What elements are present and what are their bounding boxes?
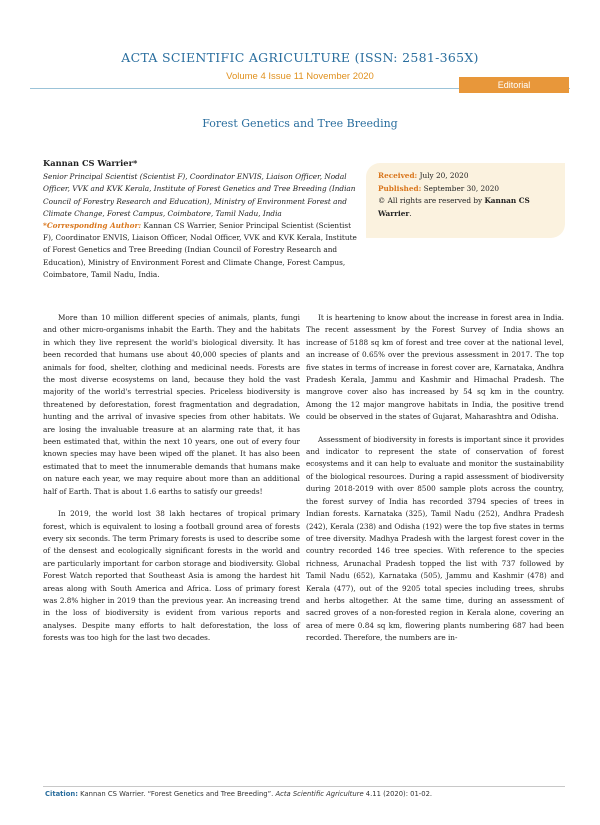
citation-label: Citation: bbox=[45, 790, 78, 798]
citation-text: Kannan CS Warrier. “Forest Genetics and Tree Breeding”. bbox=[77, 790, 276, 798]
dates-box bbox=[366, 163, 565, 238]
copyright-holder: Kannan CS Warrier bbox=[378, 196, 530, 218]
corresponding-label: *Corresponding Author: bbox=[43, 221, 142, 231]
received-label: Received: bbox=[378, 171, 418, 180]
copyright-prefix: © All rights are reserved by bbox=[378, 196, 485, 205]
body-left-column bbox=[43, 312, 300, 655]
published-label: Published: bbox=[378, 183, 422, 193]
copyright-suffix: . bbox=[409, 208, 412, 218]
author-name: Kannan CS Warrier* bbox=[43, 158, 138, 168]
body-paragraph: Assessment of biodiversity in forests is important since it provides and indicator to represent the state of conservation of forest ecosystems and it can help to evaluate and monitor the sustainability of the biological resources. During a rapid assessment of biodiversity during 2018-2019 with over 8500 sample plots across the country, the forest survey of India has recorded 3794 species of trees in Indian forests. Karnataka (325), Tamil Nadu (252), Andhra Pradesh (242), Kerala (238) and Odisha (192) were the top five states in terms of tree diversity. Madhya Pradesh with the largest forest cover in the country recorded 146 tree species. With reference to the species richness, Arunachal Pradesh topped the list with 737 followed by Tamil Nadu (652), Karnataka (505), Jammu and Kashmir (478) and Kerala (477), out of the 9205 total species including trees, shrubs and herbs altogether. At the same time, during an assessment of sacred groves of a non-forested region in Kerala alone, covering an area of mere 0.84 sq km, flowering plants numbering 687 had been recorded. Therefore, the numbers are in- bbox=[306, 434, 564, 643]
corresponding-text: Kannan CS Warrier, Senior Principal Scientist (Scientist F), Coordinator ENVIS, Liaison Officer, Nodal Officer, VVK and KVK Kerala, Institute of Forest Genetics and Tree Breeding (Indian Council of Forestry Research and Education), Ministry of Environment Forest and Climate Change, Forest Campus, Coimbatore, Tamil Nadu, India. bbox=[43, 221, 357, 279]
received-date bbox=[378, 170, 565, 183]
journal-title: ACTA SCIENTIFIC AGRICULTURE (ISSN: 2581-365X) bbox=[121, 50, 479, 65]
citation bbox=[45, 790, 565, 798]
corresponding-author bbox=[43, 220, 359, 281]
received-value: July 20, 2020 bbox=[417, 171, 469, 180]
published-date bbox=[378, 183, 565, 196]
footer-divider bbox=[43, 786, 565, 787]
article-title: Forest Genetics and Tree Breeding bbox=[202, 117, 398, 130]
citation-rest: 4.11 (2020): 01-02. bbox=[363, 790, 433, 798]
issue-info: Volume 4 Issue 11 November 2020 bbox=[226, 71, 374, 82]
body-paragraph: It is heartening to know about the increase in forest area in India. The recent assessment by the Forest Survey of India shows an increase of 5188 sq km of forest and tree cover at the national level, an increase of 0.65% over the previous assessment in 2017. The top five states in terms of increase in forest cover are, Karnataka, Andhra Pradesh Kerala, Jammu and Kashmir and Himachal Pradesh. The mangrove cover also has increased by 54 sq km in the country. Among the 12 major mangrove habitats in India, the positive trend could be observed in the states of Gujarat, Maharashtra and Odisha. bbox=[306, 313, 564, 422]
published-value: September 30, 2020 bbox=[421, 183, 500, 193]
article-type-badge: Editorial bbox=[459, 77, 569, 93]
body-paragraph: More than 10 million different species of animals, plants, fungi and other micro-organisms inhabit the Earth. They and the habitats in which they live represent the world's biological diversity. It has been recorded that humans use about 40,000 species of plants and animals for food, shelter, clothing and medicinal needs. Forests are the most diverse ecosystems on land, because they hold the vast majority of the world's terrestrial species. Priceless biodiversity is threatened by deforestation, forest fragmentation and degradation, hunting and the arrival of invasive species from other habitats. We are losing the invaluable treasure at an alarming rate that, it has been estimated that, within the next 10 years, one out of every four known species may have been wiped off the planet. It has also been estimated that to meet the innumerable demands that humans make on nature each year, we may require about more than an additional half of Earth. That is about 1.6 earths to satisfy our greeds! bbox=[43, 313, 300, 496]
body-paragraph: In 2019, the world lost 38 lakh hectares of tropical primary forest, which is equivalent to losing a football ground area of forests every six seconds. The term Primary forests is used to describe some of the densest and ecologically significant forests in the world and are particularly important for carbon storage and biodiversity. Global Forest Watch reported that Southeast Asia is among the hardest hit areas along with South America and Africa. Loss of primary forest was 2.8% higher in 2019 than the previous year. An increasing trend in the loss of biodiversity is evident from various reports and analyses. Despite many efforts to halt deforestation, the loss of forests was too high for the last two decades. bbox=[43, 509, 300, 643]
citation-journal: Acta Scientific Agriculture bbox=[275, 790, 364, 798]
author-block bbox=[43, 157, 359, 281]
author-affiliation: Senior Principal Scientist (Scientist F), Coordinator ENVIS, Liaison Officer, Nodal Officer, VVK and KVK Kerala, Institute of Forest Genetics and Tree Breeding (Indian Council of Forestry Research and Education), Ministry of Environment Forest and Climate Change, Forest Campus, Coimbatore, Tamil Nadu, India bbox=[43, 172, 356, 218]
body-right-column bbox=[306, 312, 564, 655]
copyright bbox=[378, 195, 565, 220]
